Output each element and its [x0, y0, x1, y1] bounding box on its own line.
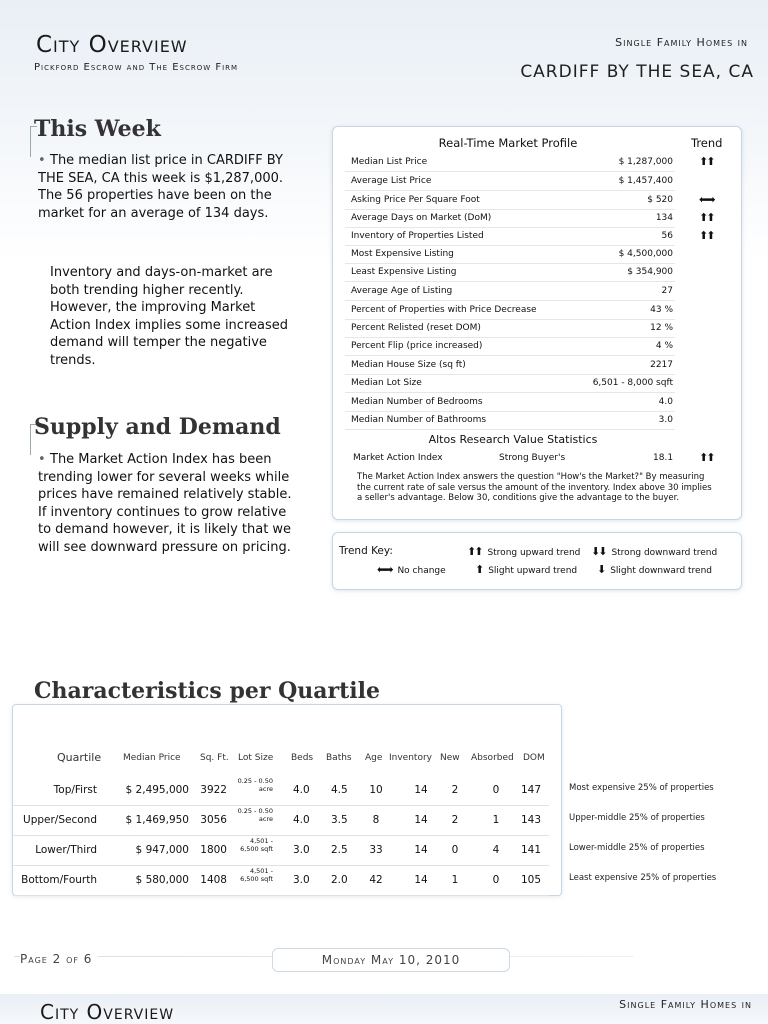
quartile-cell-baths: 4.5	[331, 784, 348, 796]
quartile-cell-dom: 105	[520, 874, 542, 886]
up-arrow-icon: ⬆	[475, 563, 483, 576]
quartile-cell-age: 33	[369, 844, 383, 856]
supply-demand-heading: Supply and Demand	[34, 414, 281, 440]
key-slight-down-label: Slight downward trend	[610, 566, 713, 576]
altos-stats-title: Altos Research Value Statistics	[428, 433, 598, 446]
next-page-title: City Overview	[40, 1000, 175, 1024]
quartile-cell-new: 2	[451, 784, 459, 796]
market-profile-panel	[332, 126, 742, 520]
row-value: $ 520	[647, 195, 673, 205]
row-value: 2217	[650, 360, 673, 370]
row-value: 4 %	[655, 341, 673, 351]
quartile-description: Most expensive 25% of properties	[569, 783, 714, 793]
market-profile-title: Real-Time Market Profile	[438, 136, 578, 150]
quartile-cell-dom: 143	[520, 814, 542, 826]
quartile-cell-inventory: 14	[414, 814, 428, 826]
row-value: $ 4,500,000	[618, 249, 673, 259]
row-value: $ 354,900	[627, 267, 673, 277]
market-action-index-label: Market Action Index	[353, 453, 443, 463]
this-week-heading: This Week	[34, 116, 161, 142]
row-value: 134	[655, 213, 673, 223]
col-baths: Baths	[326, 753, 352, 763]
market-profile-row	[345, 337, 675, 356]
quartile-cell-age: 42	[369, 874, 383, 886]
lot-unit: 6,500 sqft	[240, 875, 273, 883]
trend-arrows-icon: ⬆⬆	[699, 211, 714, 224]
supply-demand-text: The Market Action Index has been trending lower for several weeks while prices have remained relatively stable. If inventory continues to grow relative to demand however, it is likely that we will see downward pressure on pricing.	[38, 452, 292, 555]
market-action-value: 18.1	[653, 453, 674, 463]
quartile-cell-price: $ 2,495,000	[125, 784, 189, 796]
key-no-change	[377, 563, 446, 576]
market-profile-row	[345, 263, 675, 282]
row-value: 4.0	[658, 397, 673, 407]
quartile-cell-quartile: Lower/Third	[35, 844, 97, 856]
row-label: Average List Price	[351, 176, 432, 186]
trend-arrows-icon: ⬅➡	[699, 193, 714, 206]
quartile-cell-inventory: 14	[414, 874, 428, 886]
supply-demand-paragraph: • The Market Action Index has been trending lower for several weeks while prices have remained relatively stable. If inventory continues to grow relative to demand however, it is likely that we will see downward pressure on pricing.	[38, 452, 292, 555]
quartile-cell-beds: 3.0	[293, 844, 310, 856]
row-value: $ 1,457,400	[618, 176, 673, 186]
quartile-heading: Characteristics per Quartile	[34, 678, 380, 704]
lot-range: 0.25 - 0.50	[237, 777, 273, 785]
market-profile-row	[345, 282, 675, 301]
quartile-cell-age: 10	[369, 784, 383, 796]
this-week-text-1: The median list price in CARDIFF BY THE SEA, CA this week is $1,287,000. The 56 properties have been on the market for an average of 134 days.	[38, 153, 284, 221]
col-dom: DOM	[523, 753, 545, 763]
quartile-cell-age: 8	[372, 814, 380, 826]
market-profile-row	[345, 227, 675, 246]
quartile-cell-quartile: Upper/Second	[23, 814, 97, 826]
quartile-cell-baths: 2.0	[331, 874, 348, 886]
next-page-property-type: Single Family Homes in	[619, 998, 752, 1011]
row-label: Most Expensive Listing	[351, 249, 454, 259]
quartile-cell-dom: 147	[520, 784, 542, 796]
quartile-row	[13, 805, 549, 836]
strong-up-arrows-icon: ⬆⬆	[467, 545, 482, 558]
quartile-cell-beds: 4.0	[293, 814, 310, 826]
col-age: Age	[365, 753, 383, 763]
quartile-cell-lot	[233, 777, 273, 793]
col-lot-size: Lot Size	[238, 753, 274, 763]
trend-key-panel	[332, 532, 742, 590]
trend-key-title: Trend Key:	[339, 545, 393, 557]
key-no-change-label: No change	[397, 566, 446, 576]
quartile-cell-inventory: 14	[414, 784, 428, 796]
row-value: 3.0	[658, 415, 673, 425]
row-label: Inventory of Properties Listed	[351, 231, 484, 241]
left-right-arrows-icon: ⬅➡	[377, 563, 392, 576]
quartile-cell-new: 2	[451, 814, 459, 826]
market-profile-row	[345, 356, 675, 375]
quartile-description: Lower-middle 25% of properties	[569, 843, 705, 853]
col-absorbed: Absorbed	[471, 753, 514, 763]
quartile-cell-new: 1	[451, 874, 459, 886]
market-action-status: Strong Buyer's	[499, 453, 566, 463]
quartile-description: Least expensive 25% of properties	[569, 873, 717, 883]
key-strong-down	[591, 545, 717, 558]
market-profile-row	[345, 411, 675, 430]
market-profile-row	[345, 301, 675, 320]
col-inventory: Inventory	[389, 753, 432, 763]
col-beds: Beds	[291, 753, 314, 763]
quartile-cell-sqft: 3056	[200, 814, 227, 826]
city-name: CARDIFF BY THE SEA, CA	[520, 62, 754, 82]
quartile-cell-inventory: 14	[414, 844, 428, 856]
lot-range: 0.25 - 0.50	[237, 807, 273, 815]
quartile-cell-absorbed: 1	[492, 814, 500, 826]
lot-range: 4,501 -	[249, 837, 273, 845]
quartile-cell-quartile: Top/First	[53, 784, 97, 796]
lot-unit: acre	[258, 815, 273, 823]
market-profile-row	[345, 172, 675, 191]
row-value: 27	[661, 286, 673, 296]
lot-range: 4,501 -	[249, 867, 273, 875]
market-action-description: The Market Action Index answers the question "How's the Market?" By measuring the current rate of sale versus the amount of the inventory. Index above 30 implies a seller's advantage. Below 30, conditions give the advantage to the buyer.	[357, 472, 712, 503]
market-profile-row	[345, 245, 675, 264]
row-label: Percent of Properties with Price Decrease	[351, 305, 537, 315]
quartile-cell-dom: 141	[520, 844, 542, 856]
quartile-cell-new: 0	[451, 844, 459, 856]
market-profile-row	[345, 209, 675, 228]
row-value: 56	[661, 231, 673, 241]
key-slight-down	[597, 563, 712, 576]
market-profile-row	[345, 191, 675, 210]
property-type-label: Single Family Homes in	[615, 36, 748, 49]
quartile-row	[13, 865, 549, 896]
row-label: Asking Price Per Square Foot	[351, 195, 480, 205]
trend-arrows-icon: ⬆⬆	[699, 229, 714, 242]
quartile-cell-beds: 4.0	[293, 784, 310, 796]
row-value: $ 1,287,000	[618, 157, 673, 167]
quartile-table	[12, 704, 562, 896]
quartile-cell-beds: 3.0	[293, 874, 310, 886]
down-arrow-icon: ⬇	[597, 563, 605, 576]
quartile-description: Upper-middle 25% of properties	[569, 813, 705, 823]
key-strong-up-label: Strong upward trend	[487, 548, 581, 558]
page-title: City Overview	[36, 32, 188, 58]
quartile-cell-sqft: 3922	[200, 784, 227, 796]
quartile-cell-baths: 2.5	[331, 844, 348, 856]
key-slight-up	[475, 563, 577, 576]
market-profile-row	[345, 153, 675, 172]
col-sqft: Sq. Ft.	[200, 753, 229, 763]
key-slight-up-label: Slight upward trend	[488, 566, 578, 576]
page-number: Page 2 of 6	[20, 952, 98, 966]
quartile-cell-absorbed: 4	[492, 844, 500, 856]
row-label: Median House Size (sq ft)	[351, 360, 466, 370]
quartile-cell-price: $ 947,000	[135, 844, 189, 856]
this-week-paragraph-2: Inventory and days-on-market are both trending higher recently. However, the improving Market Action Index implies some increased demand will temper the negative trends.	[50, 265, 288, 368]
market-profile-row	[345, 393, 675, 412]
this-week-paragraph-1: • The median list price in CARDIFF BY THE SEA, CA this week is $1,287,000. The 56 properties have been on the market for an average of 134 days.	[38, 153, 284, 221]
quartile-cell-price: $ 1,469,950	[125, 814, 189, 826]
market-profile-row	[345, 374, 675, 393]
trend-arrows-icon: ⬆⬆	[699, 155, 714, 168]
row-value: 43 %	[650, 305, 673, 315]
quartile-cell-sqft: 1800	[200, 844, 227, 856]
quartile-cell-quartile: Bottom/Fourth	[21, 874, 97, 886]
key-strong-up	[467, 545, 580, 558]
quartile-cell-absorbed: 0	[492, 874, 500, 886]
row-label: Median Lot Size	[351, 378, 422, 388]
col-quartile: Quartile	[57, 751, 102, 764]
row-label: Average Age of Listing	[351, 286, 453, 296]
strong-down-arrows-icon: ⬇⬇	[591, 545, 606, 558]
trend-column-label: Trend	[691, 136, 723, 150]
row-label: Percent Relisted (reset DOM)	[351, 323, 481, 333]
row-label: Percent Flip (price increased)	[351, 341, 483, 351]
row-value: 12 %	[650, 323, 673, 333]
key-strong-down-label: Strong downward trend	[611, 548, 718, 558]
market-profile-row	[345, 319, 675, 338]
row-label: Median Number of Bedrooms	[351, 397, 483, 407]
lot-unit: acre	[258, 785, 273, 793]
quartile-cell-sqft: 1408	[200, 874, 227, 886]
col-new: New	[440, 753, 460, 763]
quartile-cell-lot	[233, 867, 273, 883]
quartile-cell-lot	[233, 837, 273, 853]
report-date: Monday May 10, 2010	[272, 948, 510, 972]
quartile-row	[13, 835, 549, 866]
quartile-cell-baths: 3.5	[331, 814, 348, 826]
row-value: 6,501 - 8,000 sqft	[592, 378, 673, 388]
strong-up-arrows-icon: ⬆⬆	[699, 451, 714, 464]
row-label: Median Number of Bathrooms	[351, 415, 487, 425]
quartile-cell-lot	[233, 807, 273, 823]
quartile-row	[13, 775, 549, 806]
lot-unit: 6,500 sqft	[240, 845, 273, 853]
quartile-cell-price: $ 580,000	[135, 874, 189, 886]
row-label: Average Days on Market (DoM)	[351, 213, 492, 223]
row-label: Least Expensive Listing	[351, 267, 457, 277]
quartile-cell-absorbed: 0	[492, 784, 500, 796]
row-label: Median List Price	[351, 157, 428, 167]
page-subtitle: Pickford Escrow and The Escrow Firm	[34, 62, 239, 73]
col-median-price: Median Price	[123, 753, 181, 763]
